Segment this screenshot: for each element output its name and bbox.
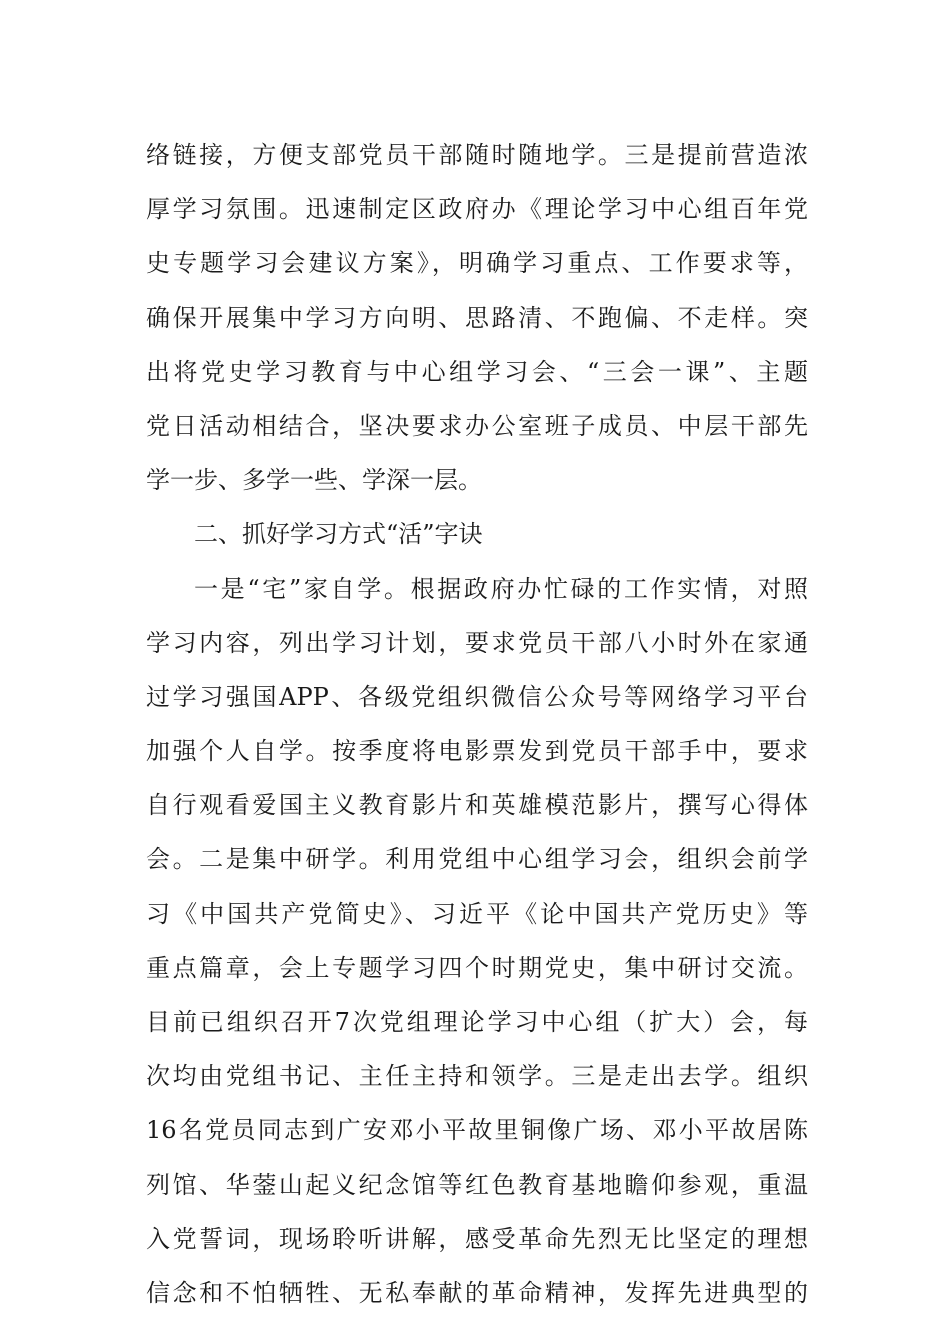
paragraph-line: 过学习强国APP、各级党组织微信公众号等网络学习平台 [146, 682, 808, 711]
paragraph-line: 史专题学习会建议方案》，明确学习重点、工作要求等， [146, 249, 808, 278]
paragraph-line: 厚学习氛围。迅速制定区政府办《理论学习中心组百年党 [146, 195, 808, 224]
paragraph-line: 一是“宅”家自学。根据政府办忙碌的工作实情，对照 [194, 574, 808, 603]
paragraph-line: 络链接，方便支部党员干部随时随地学。三是提前营造浓 [146, 141, 808, 169]
paragraph-line: 会。二是集中研学。利用党组中心组学习会，组织会前学 [146, 845, 808, 874]
paragraph-line: 学一步、多学一些、学深一层。 [146, 466, 482, 495]
document-body [146, 128, 808, 1320]
section-heading: 二、抓好学习方式“活”字诀 [194, 520, 483, 549]
paragraph-line: 习《中国共产党简史》、习近平《论中国共产党历史》等 [146, 899, 808, 928]
paragraph-line: 出将党史学习教育与中心组学习会、“三会一课”、主题 [146, 357, 808, 386]
paragraph-line: 党日活动相结合，坚决要求办公室班子成员、中层干部先 [146, 411, 808, 440]
paragraph-line: 重点篇章，会上专题学习四个时期党史，集中研讨交流。 [146, 953, 808, 982]
paragraph-line: 目前已组织召开7次党组理论学习中心组（扩大）会，每 [146, 1008, 808, 1036]
paragraph-line: 入党誓词，现场聆听讲解，感受革命先烈无比坚定的理想 [146, 1224, 808, 1253]
paragraph-line: 次均由党组书记、主任主持和领学。三是走出去学。组织 [146, 1062, 808, 1091]
paragraph-line: 列馆、华蓥山起义纪念馆等红色教育基地瞻仰参观，重温 [146, 1170, 808, 1199]
paragraph-line: 自行观看爱国主义教育影片和英雄模范影片，撰写心得体 [146, 791, 808, 820]
paragraph-line: 学习内容，列出学习计划，要求党员干部八小时外在家通 [146, 628, 808, 657]
paragraph-line: 信念和不怕牺牲、无私奉献的革命精神，发挥先进典型的 [146, 1278, 808, 1307]
paragraph-line: 确保开展集中学习方向明、思路清、不跑偏、不走样。突 [146, 303, 808, 332]
paragraph-line: 16名党员同志到广安邓小平故里铜像广场、邓小平故居陈 [146, 1116, 808, 1145]
paragraph-line: 加强个人自学。按季度将电影票发到党员干部手中，要求 [146, 737, 808, 766]
